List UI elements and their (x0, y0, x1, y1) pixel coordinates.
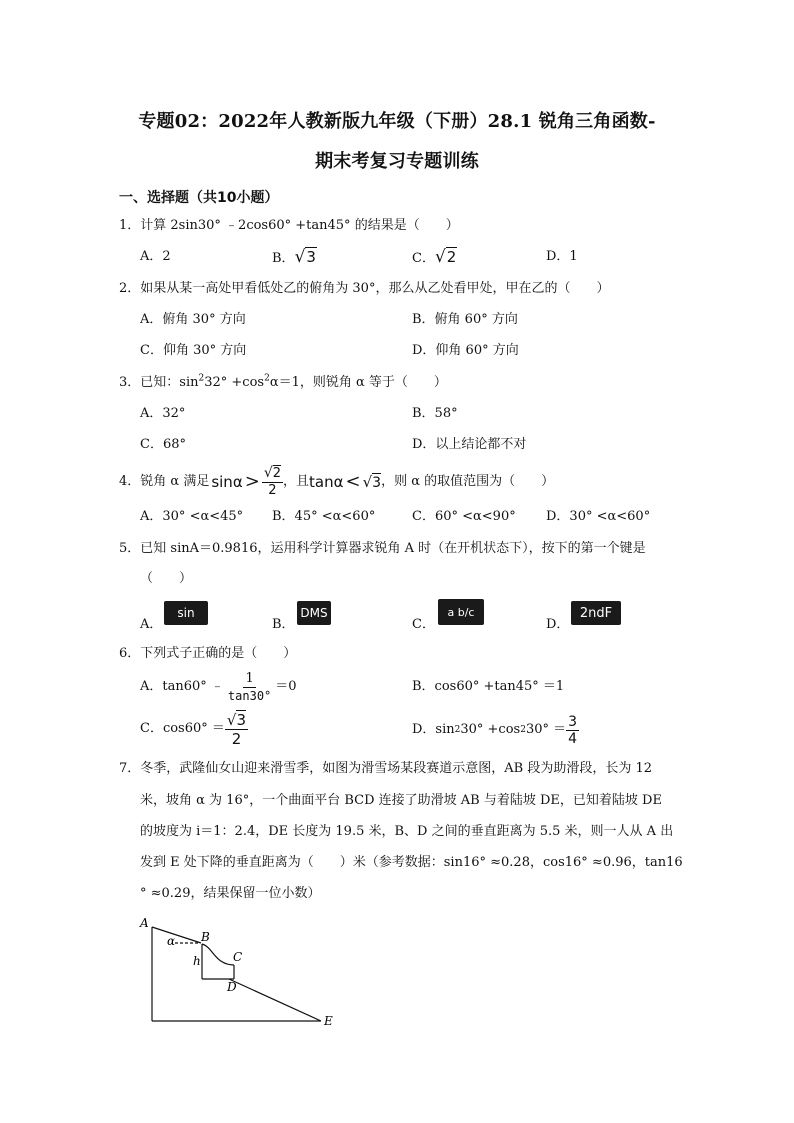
q5-option-b: B． (272, 617, 295, 632)
q6-option-d: D．sin 2 30° +cos 2 30° ＝ $\frac{3}{4}$ (412, 713, 578, 747)
q3-stem: 3．已知：$\sin^232^\circ +\cos^2\alpha=1$，则锐角 α 等于（ ） (119, 373, 447, 390)
q2-option-a: A．俯角 30° 方向 (140, 312, 246, 327)
dms-key-icon: DMS (297, 601, 331, 625)
q7-line-2: 米，坡角 α 为 16°，一个曲面平台 BCD 连接了助滑坡 AB 与着陆坡 DE，已知着陆坡 DE (140, 793, 662, 808)
label-a: A (140, 916, 149, 930)
label-c: C (233, 950, 243, 964)
label-h: h (193, 954, 201, 968)
curve-bc (202, 944, 234, 965)
q6-option-b: B．cos60° +tan45° ＝1 (412, 679, 565, 694)
q4-option-c: C．60° <α<90° (412, 509, 516, 524)
q6-stem: 6．下列式子正确的是（ ） (119, 646, 297, 661)
section-heading: 一、选择题（共10小题） (119, 190, 279, 206)
ski-slope-figure (135, 913, 375, 1033)
q3-option-b: B．58° (412, 406, 458, 421)
label-e: E (324, 1014, 333, 1028)
sin-key-icon: sin (164, 601, 208, 625)
q1-option-a: A．2 (140, 249, 171, 264)
q4-option-d: D．30° <α<60° (546, 509, 651, 524)
q6-option-c: C．cos60° ＝ $\frac{√3}{2}$ (140, 710, 247, 748)
fraction-key-icon: a b/c (438, 599, 484, 625)
label-b: B (201, 930, 210, 944)
q7-line-1: 7．冬季，武隆仙女山迎来滑雪季，如图为滑雪场某段赛道示意图，AB 段为助滑段，长为 12 (119, 761, 653, 776)
q3-option-d: D．以上结论都不对 (412, 437, 527, 452)
q7-line-5: ° ≈0.29，结果保留一位小数） (140, 886, 321, 901)
q2-option-c: C．仰角 30° 方向 (140, 343, 247, 358)
2ndf-key-icon: 2ndF (571, 601, 621, 625)
q7-line-4: 发到 E 处下降的垂直距离为（ ）米（参考数据：sin16° ≈0.28，cos16° ≈0.96，tan16 (140, 855, 683, 870)
q5-stem: 5．已知 sinA＝0.9816，运用科学计算器求锐角 A 时（在开机状态下），按下的第一个键是 (119, 541, 646, 556)
q1-stem: 1．计算 2sin30° ﹣2cos60° +tan45° 的结果是（ ） (119, 218, 459, 233)
segment-ab (152, 927, 201, 943)
q3-option-a: A．32° (140, 406, 186, 421)
q6-option-a: A．tan60° ﹣ $\frac{1}{\tan 30^\circ}$ ＝0 (140, 670, 297, 703)
title-line-1: 专题02：2022年人教新版九年级（下册）28.1 锐角三角函数- (138, 111, 656, 132)
q2-option-d: D．仰角 60° 方向 (412, 343, 519, 358)
q1-option-b: B．√3 (272, 247, 316, 267)
q4-option-a: A．30° <α<45° (140, 509, 244, 524)
q2-option-b: B．俯角 60° 方向 (412, 312, 518, 327)
q4-stem: 4．锐角 α 满足 sinα > $\frac{√2}{2}$ ，且 tanα < √ 3 ，则 α 的取值范围为（ ） (119, 465, 555, 498)
label-d: D (227, 980, 237, 994)
q2-stem: 2．如果从某一高处甲看低处乙的俯角为 30°，那么从乙处看甲处，甲在乙的（ ） (119, 281, 610, 296)
q5-option-a: A． (140, 617, 163, 632)
q5-option-c: C． (412, 617, 435, 632)
q3-option-c: C．68° (140, 437, 186, 452)
title-line-2: 期末考复习专题训练 (315, 151, 479, 172)
label-alpha: α (167, 934, 176, 948)
segment-de (229, 979, 321, 1021)
q4-option-b: B．45° <α<60° (272, 509, 376, 524)
q5-option-d: D． (546, 617, 570, 632)
q5-paren: （ ） (140, 571, 193, 586)
q1-option-d: D．1 (546, 249, 578, 264)
q1-option-c: C．√2 (412, 247, 457, 267)
q7-line-3: 的坡度为 i＝1：2.4，DE 长度为 19.5 米，B、D 之间的垂直距离为 5.5 米，则一人从 A 出 (140, 824, 674, 839)
